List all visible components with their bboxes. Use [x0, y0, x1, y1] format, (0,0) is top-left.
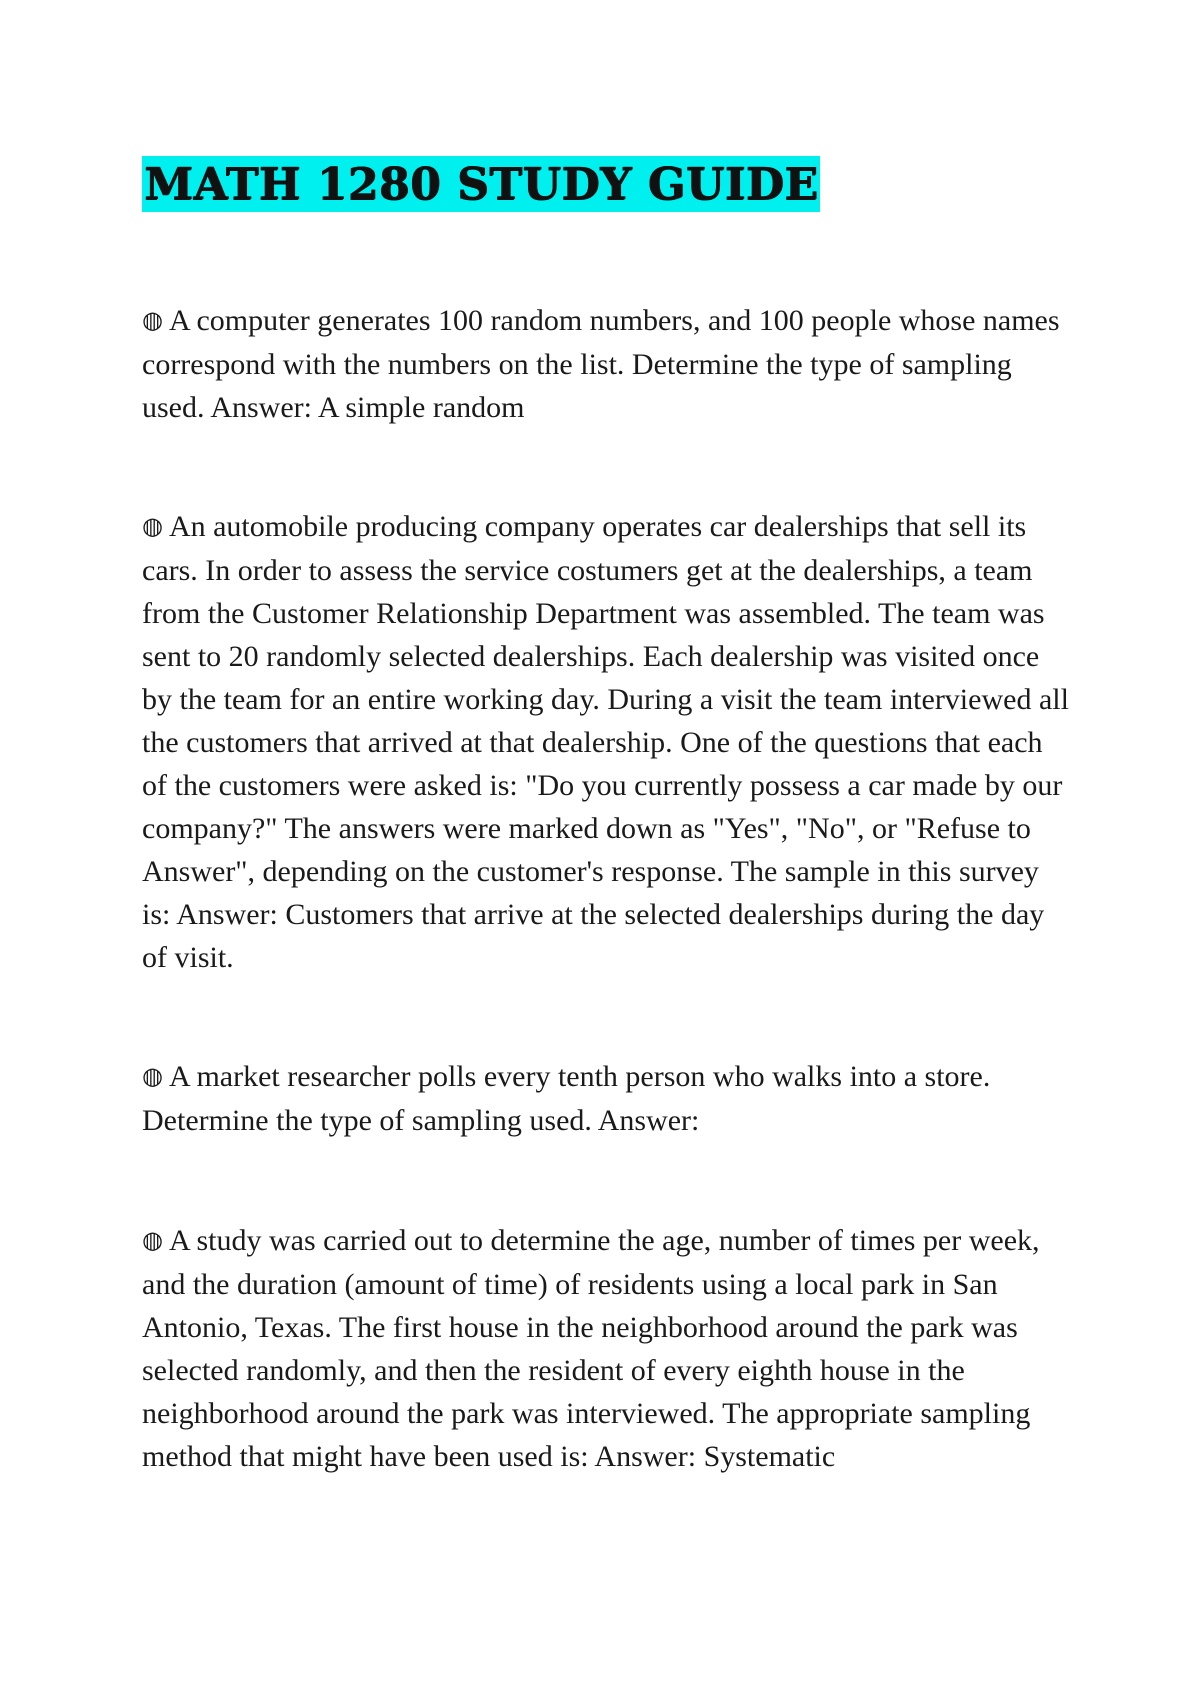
bullet-icon: ◍	[142, 308, 163, 334]
bullet-icon: ◍	[142, 1228, 163, 1254]
question-1-text: A computer generates 100 random numbers, and 100 people whose names correspond with the numbers on the list. Determine the type of sampling used. Answer: A simple random	[142, 304, 1060, 424]
question-2	[142, 505, 1072, 979]
page-title: MATH 1280 STUDY GUIDE	[142, 156, 820, 212]
question-1	[142, 299, 1072, 429]
question-3	[142, 1055, 1072, 1142]
bullet-icon: ◍	[142, 1064, 163, 1090]
question-4-text: A study was carried out to determine the age, number of times per week, and the duration (amount of time) of residents using a local park in San Antonio, Texas. The first house in the neighborhood around the park was selected randomly, and then the resident of every eighth house in the neighborhood around the park was interviewed. The appropriate sampling method that might have been used is: Answer: Systematic	[142, 1224, 1040, 1473]
question-2-text: An automobile producing company operates car dealerships that sell its cars. In order to assess the service costumers get at the dealerships, a team from the Customer Relationship Department was assembled. The team was sent to 20 randomly selected dealerships. Each dealership was visited once by the team for an entire working day. During a visit the team interviewed all the customers that arrived at that dealership. One of the questions that each of the customers were asked is: "Do you currently possess a car made by our company?" The answers were marked down as "Yes", "No", or "Refuse to Answer", depending on the customer's response. The sample in this survey is: Answer: Customers that arrive at the selected dealerships during the day of visit.	[142, 510, 1069, 974]
question-4	[142, 1219, 1072, 1478]
title-block	[142, 156, 820, 212]
question-3-text: A market researcher polls every tenth person who walks into a store. Determine the type of sampling used. Answer:	[142, 1060, 991, 1137]
bullet-icon: ◍	[142, 514, 163, 540]
